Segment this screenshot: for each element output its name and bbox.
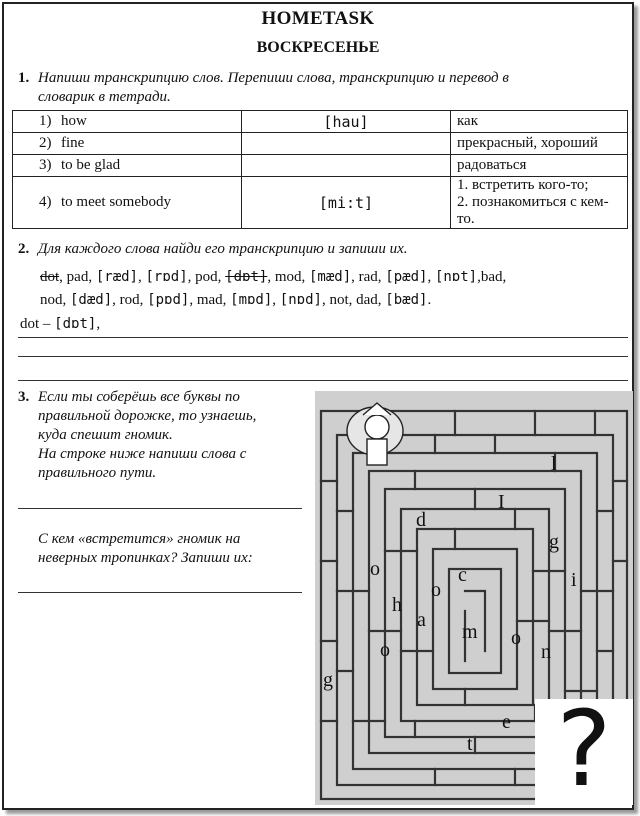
table-row — [13, 177, 628, 229]
row-number: 4) — [39, 194, 52, 210]
translation-line: 2. познакомиться с кем-то. — [457, 194, 609, 227]
translation-line: 1. встретить кого-то; — [457, 177, 589, 193]
transcription: [nɒt] — [434, 269, 478, 285]
translation-cell — [451, 177, 628, 229]
transcription-cell[interactable] — [242, 155, 451, 177]
transcription-cell[interactable]: [hau] — [242, 111, 451, 133]
maze-letter: d — [416, 509, 426, 531]
answer-line[interactable] — [18, 592, 302, 593]
task3-instruction-line: правильной дорожке, то узнаешь, — [38, 408, 257, 424]
transcription: [dæd] — [70, 292, 113, 308]
word-text: , rod, — [112, 292, 148, 308]
transcription: [nɒd] — [279, 292, 322, 308]
word-cell — [13, 111, 242, 133]
word-list-line — [40, 266, 630, 289]
answer-tail: , — [96, 316, 101, 332]
word-text: . — [427, 292, 432, 308]
translation-cell: как — [451, 111, 628, 133]
word-text: ,bad, — [477, 269, 507, 285]
page-title: HOMETASK — [261, 8, 375, 29]
maze-letter: o — [370, 558, 380, 580]
word-text: , — [138, 269, 146, 285]
word-cell — [13, 177, 242, 229]
task2-number: 2. — [18, 241, 30, 257]
maze-letter: t — [467, 733, 473, 755]
crossed-transcription: [dɒt] — [225, 269, 268, 285]
answer-line[interactable] — [18, 508, 302, 509]
task1-number: 1. — [18, 70, 30, 86]
maze-letter: n — [541, 641, 551, 663]
answer-line[interactable] — [18, 337, 628, 338]
worksheet-page — [2, 2, 634, 810]
word: to meet somebody — [61, 194, 171, 210]
word-text: , — [272, 292, 280, 308]
word-list — [40, 266, 630, 312]
task3-instruction-line: куда спешит гномик. — [38, 427, 173, 443]
transcription-cell[interactable] — [242, 133, 451, 155]
transcription: [pɒd] — [147, 292, 190, 308]
maze-letter: I — [498, 491, 505, 513]
page-subtitle: ВОСКРЕСЕНЬЕ — [256, 39, 380, 56]
answer-word: dot – — [20, 316, 55, 332]
row-number: 1) — [39, 113, 52, 129]
task3-question-line: С кем «встретится» гномик на — [38, 531, 241, 547]
question-mark-icon: ? — [556, 688, 612, 805]
task1-instruction-line1: Напиши транскрипцию слов. Перепиши слова, транскрипцию и перевод в — [38, 70, 509, 86]
table-row — [13, 111, 628, 133]
transcription: [bæd] — [385, 292, 428, 308]
transcription: [ræd] — [95, 269, 138, 285]
task3-question-line: неверных тропинках? Запиши их: — [38, 550, 253, 566]
maze-letter: m — [462, 621, 478, 643]
maze-letter: l — [551, 453, 557, 475]
question-box — [535, 688, 633, 805]
transcription: [mæd] — [308, 269, 352, 285]
task3-number: 3. — [18, 389, 30, 405]
crossed-word: dot — [40, 269, 60, 285]
answer-line-text — [20, 316, 100, 333]
word-text: , not, dad, — [321, 292, 386, 308]
word: fine — [61, 135, 85, 151]
maze-letter: c — [458, 564, 467, 586]
word-cell — [13, 155, 242, 177]
word: how — [61, 113, 87, 129]
transcription-cell[interactable]: [mi:t] — [242, 177, 451, 229]
row-number: 3) — [39, 157, 52, 173]
task2-instruction: Для каждого слова найди его транскрипцию и запиши их. — [38, 241, 408, 257]
transcription: [pæd] — [385, 269, 428, 285]
word-text: , — [427, 269, 435, 285]
task1-instruction-line2: словарик в тетради. — [38, 89, 171, 105]
word-cell — [13, 133, 242, 155]
word: to be glad — [61, 157, 121, 173]
translation-cell: прекрасный, хороший — [451, 133, 628, 155]
maze-picture — [315, 391, 633, 805]
word-text: , pod, — [187, 269, 226, 285]
task3-instruction-line: правильного пути. — [38, 465, 157, 481]
transcription: [mɒd] — [230, 292, 273, 308]
word-text: , mod, — [267, 269, 309, 285]
maze-letter: a — [417, 609, 426, 631]
task3-instruction-line: На строке ниже напиши слова с — [38, 446, 247, 462]
word-text: , mad, — [189, 292, 231, 308]
word-list-line — [40, 289, 630, 312]
word-text: , rad, — [351, 269, 386, 285]
word-text: , pad, — [59, 269, 96, 285]
maze-letter: g — [549, 531, 559, 553]
maze-letter: g — [323, 669, 333, 691]
maze-letter: o — [511, 627, 521, 649]
maze-letter: o — [431, 579, 441, 601]
transcription: [rɒd] — [145, 269, 188, 285]
row-number: 2) — [39, 135, 52, 151]
answer-line[interactable] — [18, 380, 628, 381]
maze-letter: h — [392, 594, 402, 616]
maze-letter: i — [571, 569, 577, 591]
maze-letter: o — [380, 639, 390, 661]
translation-cell: радоваться — [451, 155, 628, 177]
answer-transcription: [dɒt] — [54, 316, 97, 332]
word-text: nod, — [40, 292, 70, 308]
vocabulary-table — [12, 110, 628, 229]
maze-letter: e — [502, 711, 511, 733]
task3-instruction-line: Если ты соберёшь все буквы по — [38, 389, 240, 405]
table-row — [13, 155, 628, 177]
answer-line[interactable] — [18, 356, 628, 357]
table-row — [13, 133, 628, 155]
